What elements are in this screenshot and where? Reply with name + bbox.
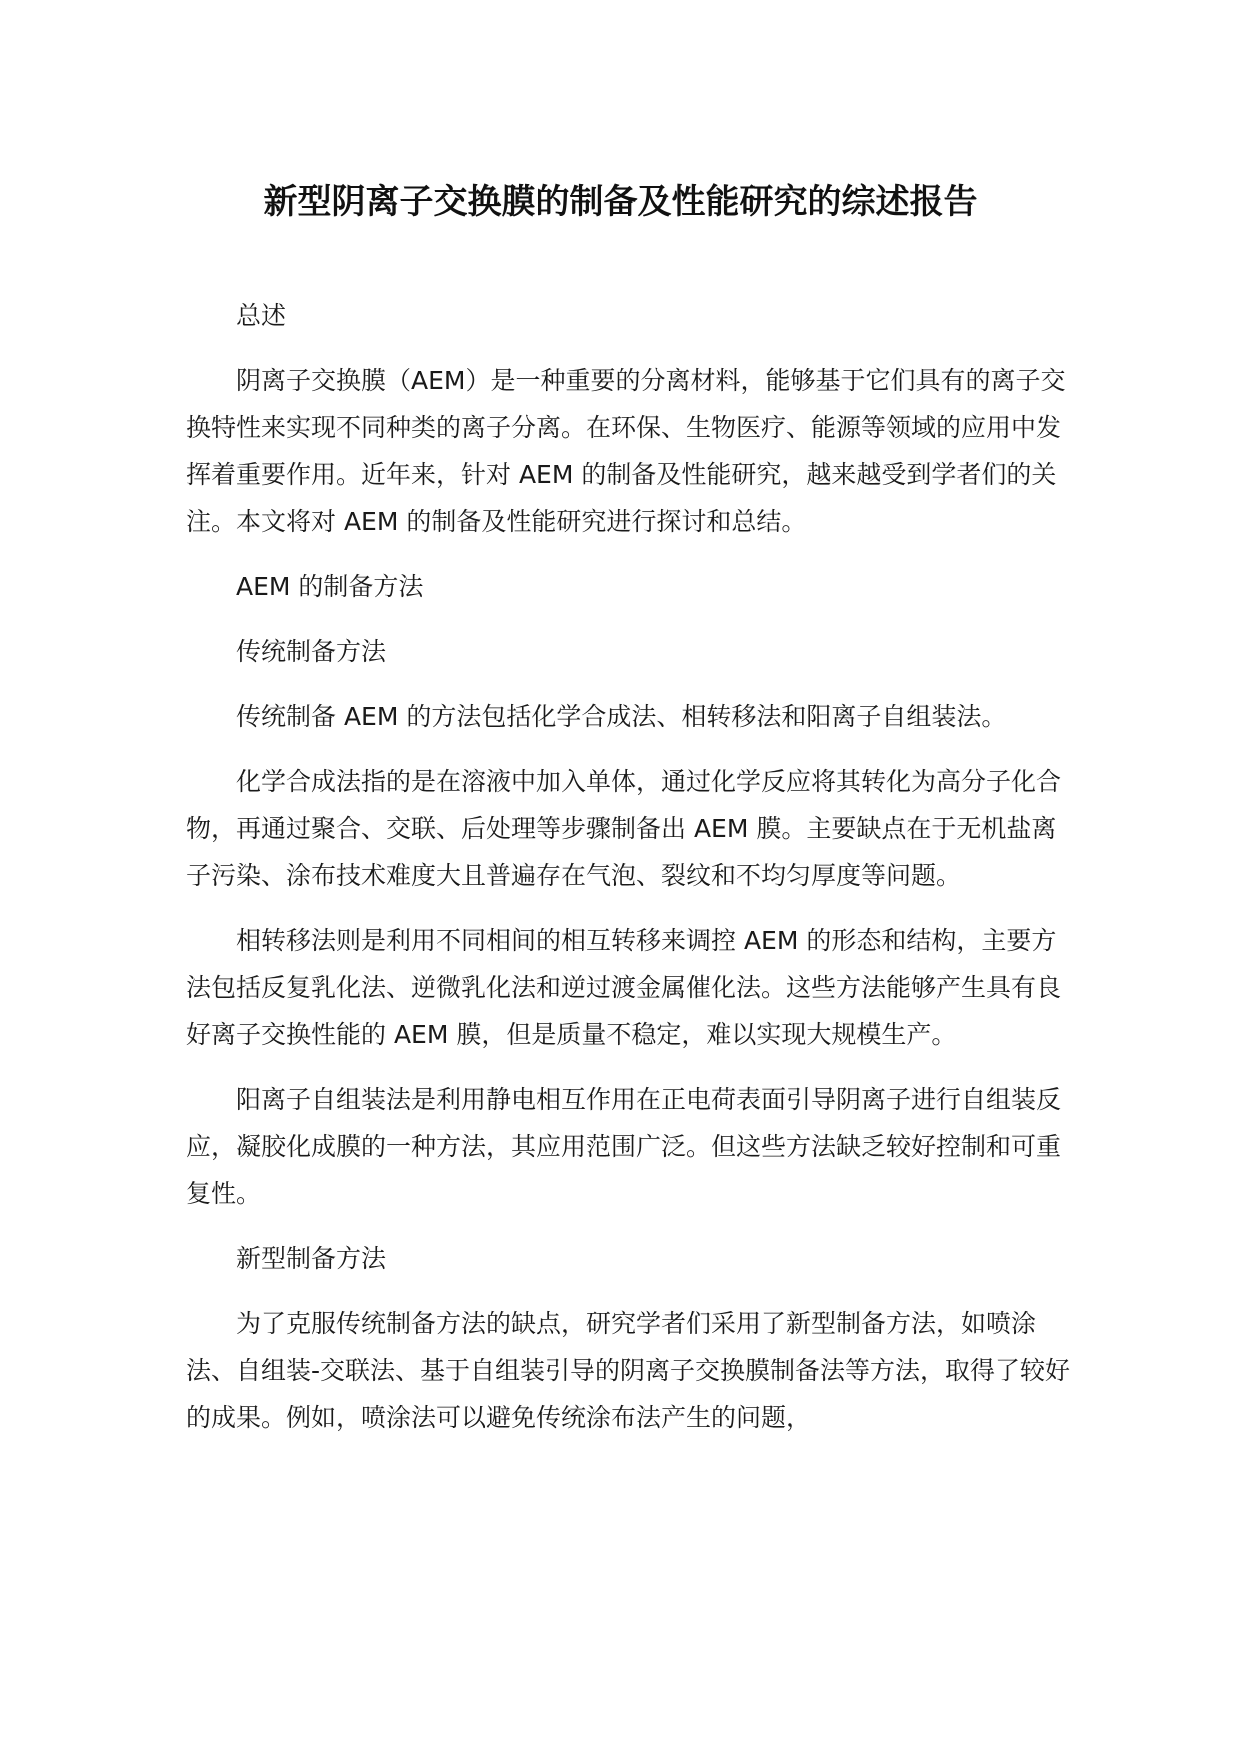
subsection-heading-traditional: 传统制备方法 [236,637,387,666]
document-body [186,292,1076,1459]
section-heading-preparation: AEM 的制备方法 [236,572,424,601]
section-heading-overview: 总述 [236,301,287,330]
paragraph-novel-methods: 为了克服传统制备方法的缺点，研究学者们采用了新型制备方法，如喷涂法、自组装-交联法、基于自组装引导的阴离子交换膜制备法等方法，取得了较好的成果。例如，喷涂法可以避免传统涂布法产生的问题， [186,1309,1071,1432]
paragraph-chemical-synthesis: 化学合成法指的是在溶液中加入单体，通过化学反应将其转化为高分子化合物，再通过聚合、交联、后处理等步骤制备出 AEM 膜。主要缺点在于无机盐离子污染、涂布技术难度大且普遍存在气泡、裂纹和不均匀厚度等问题。 [186,767,1062,890]
paragraph-phase-transfer: 相转移法则是利用不同相间的相互转移来调控 AEM 的形态和结构，主要方法包括反复乳化法、逆微乳化法和逆过渡金属催化法。这些方法能够产生具有良好离子交换性能的 AEM 膜，但是质量不稳定，难以实现大规模生产。 [186,926,1062,1049]
paragraph-intro: 阴离子交换膜（AEM）是一种重要的分离材料，能够基于它们具有的离子交换特性来实现不同种类的离子分离。在环保、生物医疗、能源等领域的应用中发挥着重要作用。近年来，针对 AEM 的制备及性能研究，越来越受到学者们的关注。本文将对 AEM 的制备及性能研究进行探讨和总结。 [186,366,1066,536]
paragraph-traditional-summary: 传统制备 AEM 的方法包括化学合成法、相转移法和阳离子自组装法。 [236,702,1007,731]
paragraph-cation-self-assembly: 阳离子自组装法是利用静电相互作用在正电荷表面引导阴离子进行自组装反应，凝胶化成膜的一种方法，其应用范围广泛。但这些方法缺乏较好控制和可重复性。 [186,1085,1062,1208]
document-title: 新型阴离子交换膜的制备及性能研究的综述报告 [263,182,978,222]
subsection-heading-novel: 新型制备方法 [236,1244,387,1273]
